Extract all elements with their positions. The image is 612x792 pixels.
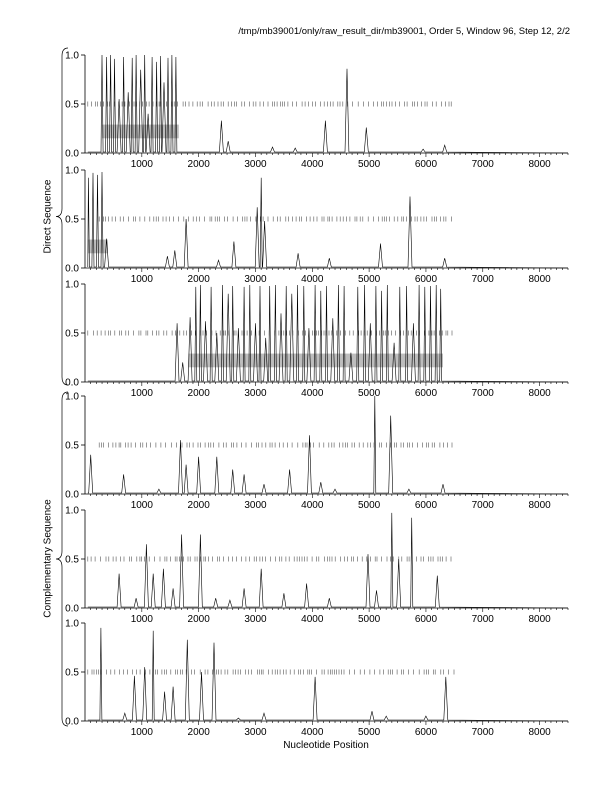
panel-1-x-tick-label: 1000: [130, 159, 153, 170]
panel-2-orf-band: [88, 240, 108, 254]
panel-6-x-tick-label: 5000: [357, 727, 381, 738]
panel-6-y-tick-label: 1.0: [65, 618, 79, 630]
panel-2-y-tick-label: 0.0: [65, 263, 79, 275]
panel-2-x-tick-label: 8000: [528, 274, 551, 285]
panel-2-x-tick-label: 7000: [471, 274, 494, 285]
panel-2-x-tick-label: 5000: [357, 274, 381, 285]
panel-1-x-tick-label: 5000: [357, 159, 381, 170]
panel-3-x-tick-label: 6000: [414, 388, 438, 399]
panel-3-x-tick-label: 8000: [528, 388, 551, 399]
panel-5-x-tick-label: 5000: [357, 614, 381, 625]
panel-2-x-tick-label: 2000: [187, 274, 210, 285]
panel-4-y-tick-label: 0.0: [65, 489, 79, 501]
panel-5-y-tick-label: 1.0: [65, 505, 79, 517]
direct-sequence-label: Direct Sequence: [42, 179, 54, 254]
panel-6-x-tick-label: 3000: [244, 727, 267, 738]
panel-5-x-tick-label: 8000: [528, 614, 551, 625]
panel-6-y-tick-label: 0.0: [65, 716, 79, 728]
panel-5-x-tick-label: 2000: [187, 614, 210, 625]
panel-3-y-tick-label: 1.0: [65, 279, 79, 291]
panel-3-x-tick-label: 7000: [471, 388, 494, 399]
panel-4-x-tick-label: 2000: [187, 500, 210, 511]
panel-4-x-tick-label: 1000: [130, 500, 153, 511]
panel-6-x-tick-label: 4000: [301, 727, 324, 738]
panel-1-codon-marks: [88, 102, 451, 107]
panel-4-x-tick-label: 5000: [357, 500, 381, 511]
panel-3-profile-line: [88, 285, 568, 382]
panel-4-y-tick-label: 1.0: [65, 391, 79, 403]
panel-5-codon-marks: [88, 557, 451, 562]
panel-4-y-tick-label: 0.5: [65, 440, 79, 452]
panel-5-x-tick-label: 7000: [471, 614, 494, 625]
complementary-sequence-label: Complementary Sequence: [42, 499, 54, 618]
page-header: /tmp/mb39001/only/raw_result_dir/mb39001, Order 5, Window 96, Step 12, 2/2: [238, 26, 570, 37]
panel-6-y-tick-label: 0.5: [65, 667, 79, 679]
panel-3-x-tick-label: 1000: [130, 388, 153, 399]
panel-1-y-tick-label: 0.5: [65, 99, 79, 111]
panel-1-x-tick-label: 7000: [471, 159, 494, 170]
panel-1-x-tick-label: 3000: [244, 159, 267, 170]
panel-3-x-tick-label: 4000: [301, 388, 324, 399]
panel-4-x-tick-label: 4000: [301, 500, 324, 511]
panel-5-x-tick-label: 4000: [301, 614, 324, 625]
panel-2-y-tick-label: 1.0: [65, 165, 79, 177]
panel-3-x-tick-label: 2000: [187, 388, 210, 399]
panel-3-y-tick-label: 0.5: [65, 328, 79, 340]
panel-3-x-tick-label: 3000: [244, 388, 267, 399]
panel-4-profile-line: [88, 396, 568, 494]
panel-2-x-tick-label: 6000: [414, 274, 438, 285]
panel-5-y-tick-label: 0.5: [65, 554, 79, 566]
panel-6-x-tick-label: 8000: [528, 727, 551, 738]
panel-5-x-tick-label: 1000: [130, 614, 153, 625]
panel-5-y-tick-label: 0.0: [65, 603, 79, 615]
panel-6-x-tick-label: 1000: [130, 727, 153, 738]
panel-5-x-tick-label: 6000: [414, 614, 438, 625]
panel-1-y-tick-label: 1.0: [65, 50, 79, 62]
panel-3-x-tick-label: 5000: [357, 388, 381, 399]
panel-1-x-tick-label: 8000: [528, 159, 551, 170]
panel-4-x-tick-label: 3000: [244, 500, 267, 511]
panel-2-x-tick-label: 4000: [301, 274, 324, 285]
panel-2-x-tick-label: 3000: [244, 274, 267, 285]
panel-2-x-tick-label: 1000: [130, 274, 153, 285]
panel-1-x-tick-label: 4000: [301, 159, 324, 170]
panel-6-x-tick-label: 7000: [471, 727, 494, 738]
x-axis-label: Nucleotide Position: [283, 740, 369, 751]
panel-2-codon-marks: [99, 217, 451, 222]
panel-4-codon-marks: [99, 443, 452, 448]
panel-3-y-tick-label: 0.0: [65, 377, 79, 389]
panel-6-x-tick-label: 2000: [187, 727, 210, 738]
panel-4-x-tick-label: 7000: [471, 500, 494, 511]
panel-6-x-tick-label: 6000: [414, 727, 438, 738]
panel-4-x-tick-label: 6000: [414, 500, 438, 511]
panel-5-x-tick-label: 3000: [244, 614, 267, 625]
panel-2-y-tick-label: 0.5: [65, 214, 79, 226]
panel-1-x-tick-label: 2000: [187, 159, 210, 170]
panel-6-codon-marks: [88, 670, 454, 675]
panel-1-y-tick-label: 0.0: [65, 148, 79, 160]
panel-4-x-tick-label: 8000: [528, 500, 551, 511]
panel-1-x-tick-label: 6000: [414, 159, 438, 170]
